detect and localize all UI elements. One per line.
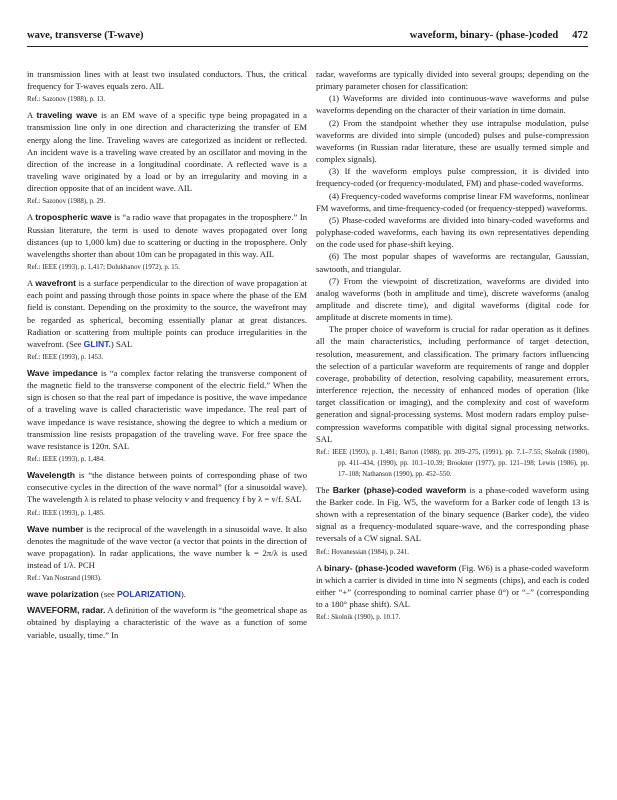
cross-reference-link[interactable]: POLARIZATION [116, 589, 181, 600]
body-paragraph: (3) If the waveform employs pulse compression, it is divided into frequency-coded (or frequency-modulated, FM) and phase-coded waveforms. [316, 166, 589, 189]
header-right-term: waveform, binary- (phase-)coded [409, 30, 559, 41]
entry-term: wavefront [35, 278, 77, 289]
entry-lead: A [27, 278, 36, 289]
entry-text: is “a complex factor relating the transverse component of the magnetic field to the transverse component of the electric field.” When the sign is chosen so that the real part of impedance is positive, the wave impedance of a traveling wave is called characteristic wave impedance. The real part of wave impedance is wave resistance, showing the degree to which a medium or transmission line resists propagation of the traveling wave. For free space the wave resistance is 120π. SAL [27, 367, 307, 451]
entry-lead: The [316, 484, 333, 495]
reference-line: Ref.: IEEE (1993), p. 1,481; Barton (1988), pp. 209–275, (1991), pp. 7.1–7.55; Skolnik (1980), pp. 411–434, (1990), pp. 10.1–10.39; Brookner (1977), pp. 121–198; Lewis (1986), pp. 17–108; Nathanson (1990), pp. 452–550. [316, 448, 589, 478]
glossary-entry [27, 523, 307, 572]
entry-term: Wave impedance [27, 367, 98, 378]
glossary-entry [27, 277, 307, 350]
entry-lead: A [316, 562, 324, 573]
left-column [27, 68, 307, 641]
entry-text: A definition of the waveform is “the geometrical shape as obtained by displaying a characteristic of the wave as a function of some variable, usually, time.” In [27, 605, 308, 640]
entry-text: (Fig. W6) is a phase-coded waveform in which a carrier is divided in time into N segments (chips), and each is coded either “+” (corresponding to nominal carrier phase 0°) or “–” (corresponding to a 180° phase shift). SAL [316, 562, 589, 610]
entry-lead: A [27, 110, 37, 121]
glossary-entry [27, 367, 307, 452]
glossary-entry [27, 469, 307, 505]
body-paragraph: (7) From the viewpoint of discretization, waveforms are divided into analog waveforms (both in amplitude and time), discrete waveforms (analog amplitude and discrete time), and digital waveforms (digital code for amplitude at discrete moments in time). [316, 275, 589, 323]
entry-tail: ) SAL [110, 338, 133, 349]
entry-term: traveling wave [36, 110, 98, 121]
entry-term: binary- (phase-)coded waveform [323, 562, 457, 573]
entry-term: Wave number [27, 523, 84, 534]
body-paragraph: (1) Waveforms are divided into continuous-wave waveforms and pulse waveforms depending on the character of their variation in time domain. [316, 93, 589, 116]
page-number: 472 [572, 30, 588, 41]
header-rule [27, 46, 588, 47]
entry-term: wave polarization [27, 589, 99, 600]
body-paragraph: The proper choice of waveform is crucial for radar operation as it defines all the main characteristics, including performance of target detection, resolution, measurement, and classification. The primary factors influencing the selection of a particular waveform are requirements of range and doppler coverage, probability of detection, resolving capability, measurement errors, interference rejection, the necessity of enhanced modes of operation (like target classification or imaging), and the complexity and cost of waveform generation and signal-processing systems. Most modern radars employ pulse-compression waveforms compatible with digital signal processing networks. SAL [316, 324, 589, 444]
entry-text: is the reciprocal of the wavelength in a sinusoidal wave. It also denotes the magnitude of the wave vector (a vector that points in the direction of wave propagation). In radar applications, the wave number k = 2π/λ is used instead of 1/λ. PCH [27, 523, 307, 570]
glossary-entry [316, 484, 589, 545]
body-paragraph: in transmission lines with at least two insulated conductors. Thus, the critical frequency for T-waves equals zero. AIL [27, 69, 307, 92]
header-right [410, 30, 588, 41]
reference-line: Ref.: IEEE (1993), p. 1453. [27, 353, 104, 361]
entry-text: is a surface perpendicular to the direction of wave propagation at each point and passing through those points in space where the phase of the EM field is constant. Depending on the proximity to the source, the wavefront may be regarded as spherical, becoming essentially planar at great distances. Radiation or scattering from multiple points can produce irregularities in the wavefront. (See [27, 278, 307, 349]
body-paragraph: (5) Phase-coded waveforms are divided into binary-coded waveforms and polyphase-coded waveforms, each having its own representatives depending on the code used for phase-shift keying. [316, 214, 589, 250]
entry-lead: A [27, 212, 36, 223]
body-paragraph: (6) The most popular shapes of waveforms are rectangular, Gaussian, sawtooth, and triangular. [316, 251, 589, 274]
entry-text: is “a radio wave that propagates in the troposphere.” In Russian literature, the term is used to denote waves propagated over long distances (up to 1,000 km) due to scattering or ducting in the troposphere. Only wavelengths shorter than about 10m can be propagated in this way. AIL [27, 212, 307, 259]
entry-term: Barker (phase)-coded waveform [332, 484, 467, 495]
body-paragraph: (2) From the standpoint whether they use intrapulse modulation, pulse waveforms are divided into simple (uncoded) pulses and pulse-compression waveforms (in Russian radar literature, these are usually termed simple and complex signals). [316, 117, 589, 165]
reference-line: Ref.: IEEE (1993), p. 1,484. [27, 456, 105, 464]
entry-text: is “the distance between points of corresponding phase of two consecutive cycles in the direction of the wave normal” (for a sinusoidal wave). The wavelength λ is related to phase velocity v and frequency f by λ = v/f. SAL [27, 470, 307, 505]
body-paragraph: radar, waveforms are typically divided into several groups; depending on the primary parameter chosen for classification: [316, 69, 589, 92]
entry-term: tropospheric wave [35, 212, 112, 223]
entry-text: is a phase-coded waveform using the Barker code. In Fig. W5, the waveform for a Barker code of length 13 is shown with a representation of the binary sequence (Barker code), the video signal as a frequency-modulated square-wave, and the corresponding phase reversals of a CW signal. SAL [316, 484, 589, 544]
header-left-term: wave, transverse (T-wave) [27, 30, 144, 41]
entry-term: WAVEFORM, radar. [27, 605, 106, 616]
glossary-entry [27, 211, 307, 260]
entry-text: (see [98, 589, 117, 600]
body-paragraph: (4) Frequency-coded waveforms comprise linear FM waveforms, nonlinear FM waveforms, and time-frequency-coded (or frequency-stepped) waveforms. [316, 190, 589, 213]
reference-line: Ref.: Sazonov (1988), p. 29. [27, 198, 106, 206]
reference-line: Ref.: IEEE (1993), p. 1,417; Dolukhanov (1972), p. 15. [27, 264, 180, 272]
entry-term: Wavelength [27, 470, 75, 481]
reference-line: Ref.: Hovanessian (1984), p. 241. [316, 548, 410, 556]
running-header [27, 30, 588, 46]
glossary-entry [27, 588, 307, 600]
reference-line: Ref.: Sazonov (1988), p. 13. [27, 96, 106, 104]
reference-line: Ref.: Skolnik (1990), p. 10.17. [316, 614, 401, 622]
cross-reference-link[interactable]: GLINT. [83, 338, 111, 349]
glossary-entry [27, 604, 307, 640]
entry-text: is an EM wave of a specific type being propagated in a transmission line only in one direction and characterizing the transfer of EM energy along the line. Traveling waves are categorized as incident or reflected. An incident wave is a traveling wave created by an oscillator and moving in the direction of the increase in a longitudinal coordinate. A reflected wave is a traveling wave originated by a load or by an irregularity and moving in a direction opposite that of an incident wave. AIL [27, 110, 307, 194]
reference-line: Ref.: Van Nostrand (1983). [27, 575, 102, 583]
glossary-entry [27, 109, 307, 194]
entry-tail: ). [180, 589, 186, 600]
glossary-entry [316, 562, 589, 611]
right-column [316, 68, 589, 623]
reference-line: Ref.: IEEE (1993), p. 1,485. [27, 509, 105, 517]
